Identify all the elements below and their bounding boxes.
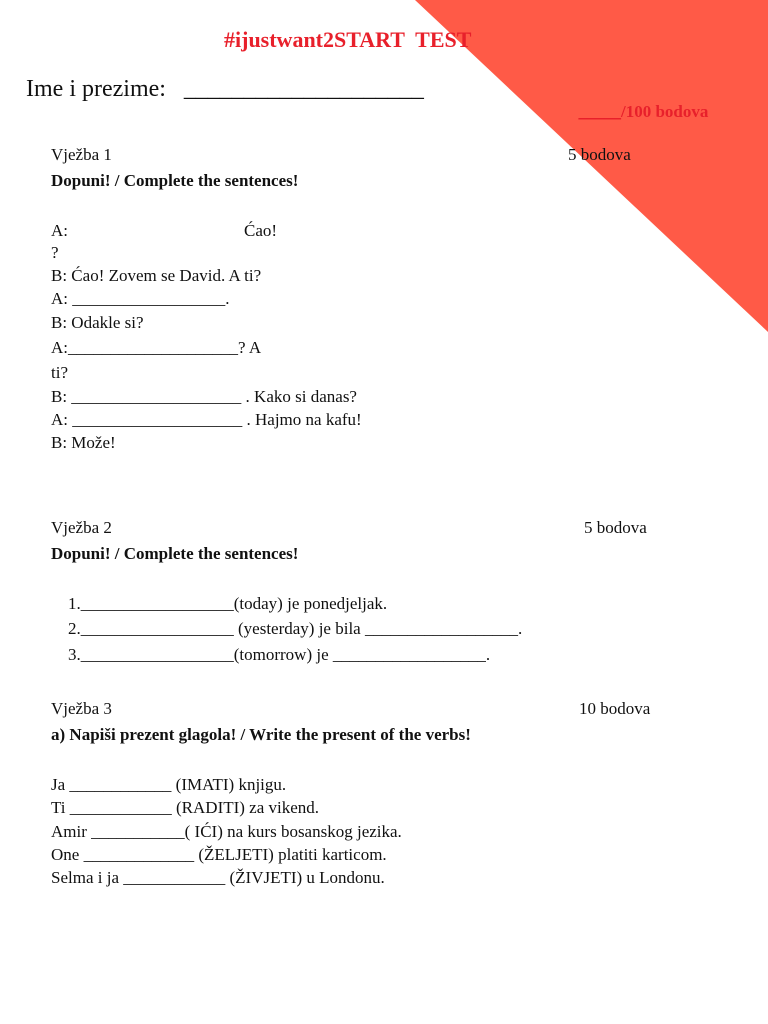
exercise-3-instruction: a) Napiši prezent glagola! / Write the present of the verbs!	[51, 725, 471, 744]
exercise-3-line: Ja ____________ (IMATI) knjigu.	[51, 775, 287, 794]
exercise-1-line: ti?	[51, 363, 68, 382]
exercise-2-line: 3.__________________(tomorrow) je __________________.	[68, 645, 491, 664]
exercise-3-heading: Vježba 3	[51, 699, 112, 718]
exercise-3-line: One _____________ (ŽELJETI) platiti karticom.	[51, 845, 387, 864]
exercise-1-points: 5 bodova	[568, 145, 631, 164]
exercise-2-heading: Vježba 2	[51, 518, 112, 537]
exercise-3-line: Selma i ja ____________ (ŽIVJETI) u Londonu.	[51, 868, 385, 887]
exercise-1-line: B: ____________________ . Kako si danas?	[51, 387, 357, 406]
exercise-1-line: B: Može!	[51, 433, 116, 452]
score-blank: _____	[578, 102, 621, 121]
exercise-1-line: A:	[51, 221, 68, 240]
exercise-1-line: B: Odakle si?	[51, 313, 144, 332]
exercise-3-line: Ti ____________ (RADITI) za vikend.	[51, 798, 320, 817]
exercise-3-points: 10 bodova	[579, 699, 651, 718]
exercise-1-line: Ćao!	[244, 221, 278, 240]
exercise-2-instruction: Dopuni! / Complete the sentences!	[51, 544, 299, 563]
exercise-2-line: 2.__________________ (yesterday) je bila __________________.	[68, 619, 523, 638]
exercise-1-line: B: Ćao! Zovem se David. A ti?	[51, 266, 262, 285]
page-title: #ijustwant2START TEST	[224, 27, 472, 52]
exercise-2-points: 5 bodova	[584, 518, 647, 537]
total-score	[570, 82, 708, 122]
exercise-1-line: A: __________________.	[51, 289, 230, 308]
exercise-2-line: 1.__________________(today) je ponedjeljak.	[68, 594, 388, 613]
exercise-1-line: ?	[51, 243, 59, 262]
name-field-label: Ime i prezime: ____________________	[26, 76, 424, 102]
exercise-1-line: A:____________________? A	[51, 338, 262, 357]
exercise-1-instruction: Dopuni! / Complete the sentences!	[51, 171, 299, 190]
score-total: /100 bodova	[621, 102, 709, 121]
exercise-1-line: A: ____________________ . Hajmo na kafu!	[51, 410, 362, 429]
exercise-3-line: Amir ___________( IĆI) na kurs bosanskog jezika.	[51, 822, 402, 841]
exercise-1-heading: Vježba 1	[51, 145, 112, 164]
